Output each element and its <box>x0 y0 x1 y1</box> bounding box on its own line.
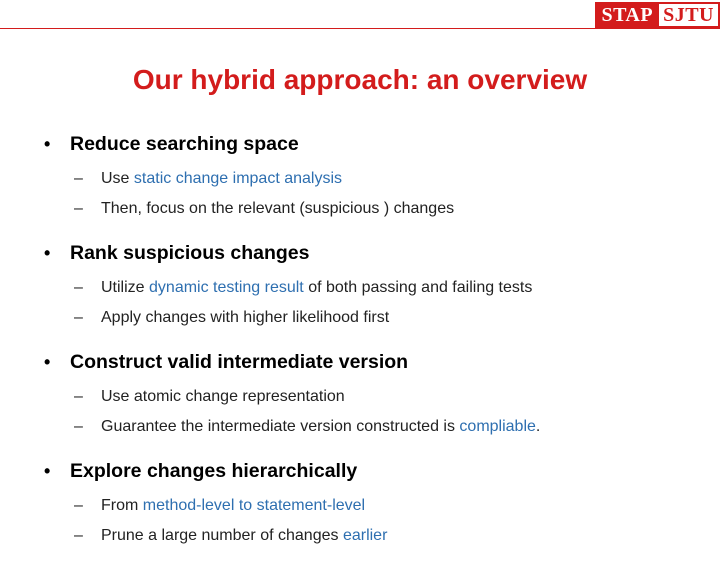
logo-sjtu: SJTU <box>657 2 720 28</box>
dash-icon: – <box>74 497 83 514</box>
stap-sjtu-logo <box>595 2 720 28</box>
dash-icon: – <box>74 527 83 544</box>
dash-icon: – <box>74 200 83 217</box>
highlighted-phrase: dynamic testing result <box>149 279 304 296</box>
bullet-text: Reduce searching space <box>70 133 299 155</box>
text-fragment: Use atomic change representation <box>101 388 345 405</box>
sub-bullet-text <box>101 521 387 551</box>
sub-bullet-item <box>74 382 694 412</box>
text-fragment: . <box>535 418 541 435</box>
sub-bullet-item <box>74 273 694 303</box>
dash-icon: – <box>74 388 83 405</box>
text-fragment: Guarantee the intermediate version constructed is <box>101 418 460 435</box>
text-fragment: Prune a large number of changes <box>101 527 343 544</box>
bullet-dot-icon: • <box>44 461 51 481</box>
sub-bullet-item <box>74 412 694 442</box>
text-fragment: Utilize <box>101 279 150 296</box>
highlighted-phrase: method-level to statement-level <box>142 497 366 514</box>
bullet-dot-icon: • <box>44 243 51 263</box>
dash-icon: – <box>74 170 83 187</box>
bullet-text: Construct valid intermediate version <box>70 351 409 373</box>
text-fragment: Use <box>101 170 134 187</box>
sub-bullet-item <box>74 491 694 521</box>
bullet-dot-icon: • <box>44 352 51 372</box>
sub-bullet-item <box>74 164 694 194</box>
text-fragment: Then, focus on the relevant (suspicious ) changes <box>101 200 455 217</box>
logo-stap: STAP <box>595 2 657 28</box>
sub-bullet-list <box>74 273 694 333</box>
highlighted-phrase: compliable <box>459 418 536 435</box>
bullet-item <box>44 130 694 158</box>
sub-bullet-text <box>101 491 365 521</box>
text-fragment: of both passing and failing tests <box>303 279 533 296</box>
highlighted-phrase: earlier <box>342 527 388 544</box>
sub-bullet-item <box>74 521 694 551</box>
bullet-text: Explore changes hierarchically <box>70 460 358 482</box>
bullet-item <box>44 457 694 485</box>
highlighted-phrase: static change impact analysis <box>133 170 343 187</box>
sub-bullet-item <box>74 194 694 224</box>
bullet-dot-icon: • <box>44 134 51 154</box>
sub-bullet-text <box>101 412 540 442</box>
slide-title: Our hybrid approach: an overview <box>132 64 588 95</box>
bullet-item <box>44 348 694 376</box>
header-rule <box>0 28 720 29</box>
sub-bullet-text <box>101 273 532 303</box>
sub-bullet-text <box>101 303 389 333</box>
sub-bullet-text <box>101 164 342 194</box>
dash-icon: – <box>74 279 83 296</box>
text-fragment: Apply changes with higher likelihood first <box>101 309 390 326</box>
sub-bullet-list <box>74 491 694 551</box>
sub-bullet-item <box>74 303 694 333</box>
text-fragment: From <box>101 497 143 514</box>
bullet-item <box>44 239 694 267</box>
dash-icon: – <box>74 418 83 435</box>
sub-bullet-list <box>74 164 694 224</box>
slide-content <box>44 130 694 566</box>
dash-icon: – <box>74 309 83 326</box>
sub-bullet-list <box>74 382 694 442</box>
sub-bullet-text <box>101 194 454 224</box>
sub-bullet-text <box>101 382 345 412</box>
bullet-text: Rank suspicious changes <box>70 242 310 264</box>
